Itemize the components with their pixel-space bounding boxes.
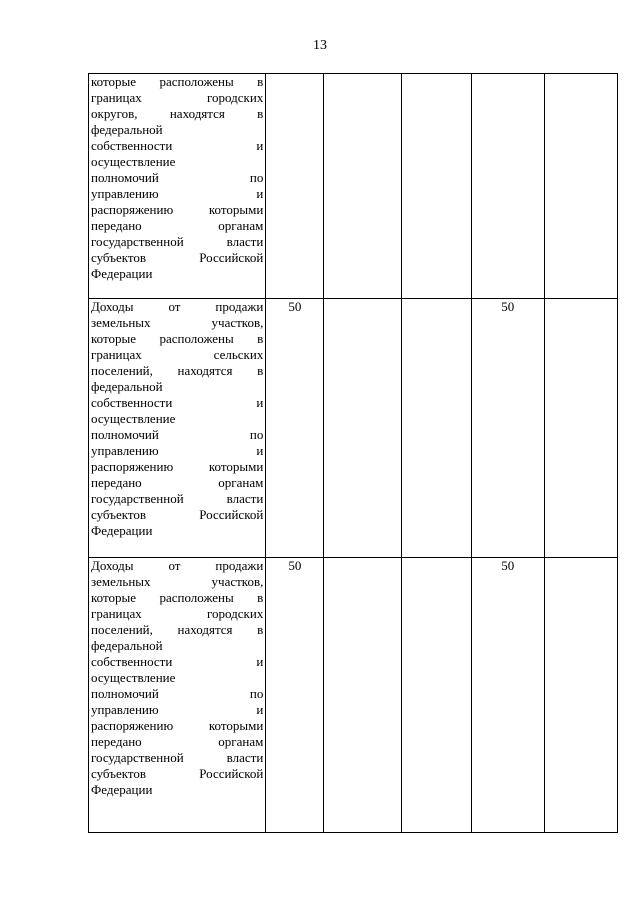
description-line: которые расположены в [91,331,264,346]
description-line: собственности и [91,654,264,669]
value-cell [266,74,324,299]
description-line: земельных участков, [91,574,264,589]
value-cell [471,74,544,299]
value-cell: 50 [471,558,544,833]
value-cell [401,558,471,833]
value-cell [324,558,401,833]
description-line: Федерации [91,782,153,797]
description-line: распоряжению которыми [91,202,264,217]
description-line: поселений, находятся в [91,622,264,637]
description-line: субъектов Российской [91,766,264,781]
value-cell [544,74,617,299]
description-line: Федерации [91,523,153,538]
table-row [89,299,618,558]
description-line: государственной власти [91,750,264,765]
description-line: поселений, находятся в [91,363,264,378]
description-line: полномочий по [91,686,264,701]
description-line: управлению и [91,186,264,201]
description-line: государственной власти [91,491,264,506]
description-line: границах городских [91,606,264,621]
value-cell: 50 [266,299,324,558]
description-line: собственности и [91,395,264,410]
value-cell: 50 [471,299,544,558]
revenue-description [89,299,266,558]
revenue-table [88,73,618,833]
description-line: распоряжению которыми [91,718,264,733]
description-line: федеральной [91,638,163,653]
description-line: управлению и [91,702,264,717]
description-line: управлению и [91,443,264,458]
description-line: округов, находятся в [91,106,264,121]
description-line: которые расположены в [91,590,264,605]
description-line: земельных участков, [91,315,264,330]
table-row [89,558,618,833]
description-line: границах городских [91,90,264,105]
value-cell: 50 [266,558,324,833]
value-cell [401,74,471,299]
description-line: распоряжению которыми [91,459,264,474]
description-line: федеральной [91,122,163,137]
table-row [89,74,618,299]
description-line: полномочий по [91,427,264,442]
value-cell [324,299,401,558]
description-line: Федерации [91,266,153,281]
description-line: границах сельских [91,347,264,362]
description-line: передано органам [91,734,264,749]
value-cell [544,558,617,833]
page-number: 13 [313,38,327,53]
revenue-description [89,74,266,299]
description-line: осуществление [91,411,176,426]
description-line: федеральной [91,379,163,394]
description-line: субъектов Российской [91,250,264,265]
value-cell [401,299,471,558]
description-line: государственной власти [91,234,264,249]
description-line: осуществление [91,154,176,169]
description-line: передано органам [91,475,264,490]
description-line: которые расположены в [91,74,264,89]
value-cell [544,299,617,558]
value-cell [324,74,401,299]
description-line: полномочий по [91,170,264,185]
description-line: Доходы от продажи [91,299,264,314]
description-line: Доходы от продажи [91,558,264,573]
description-line: собственности и [91,138,264,153]
description-line: субъектов Российской [91,507,264,522]
description-line: осуществление [91,670,176,685]
description-line: передано органам [91,218,264,233]
revenue-description [89,558,266,833]
